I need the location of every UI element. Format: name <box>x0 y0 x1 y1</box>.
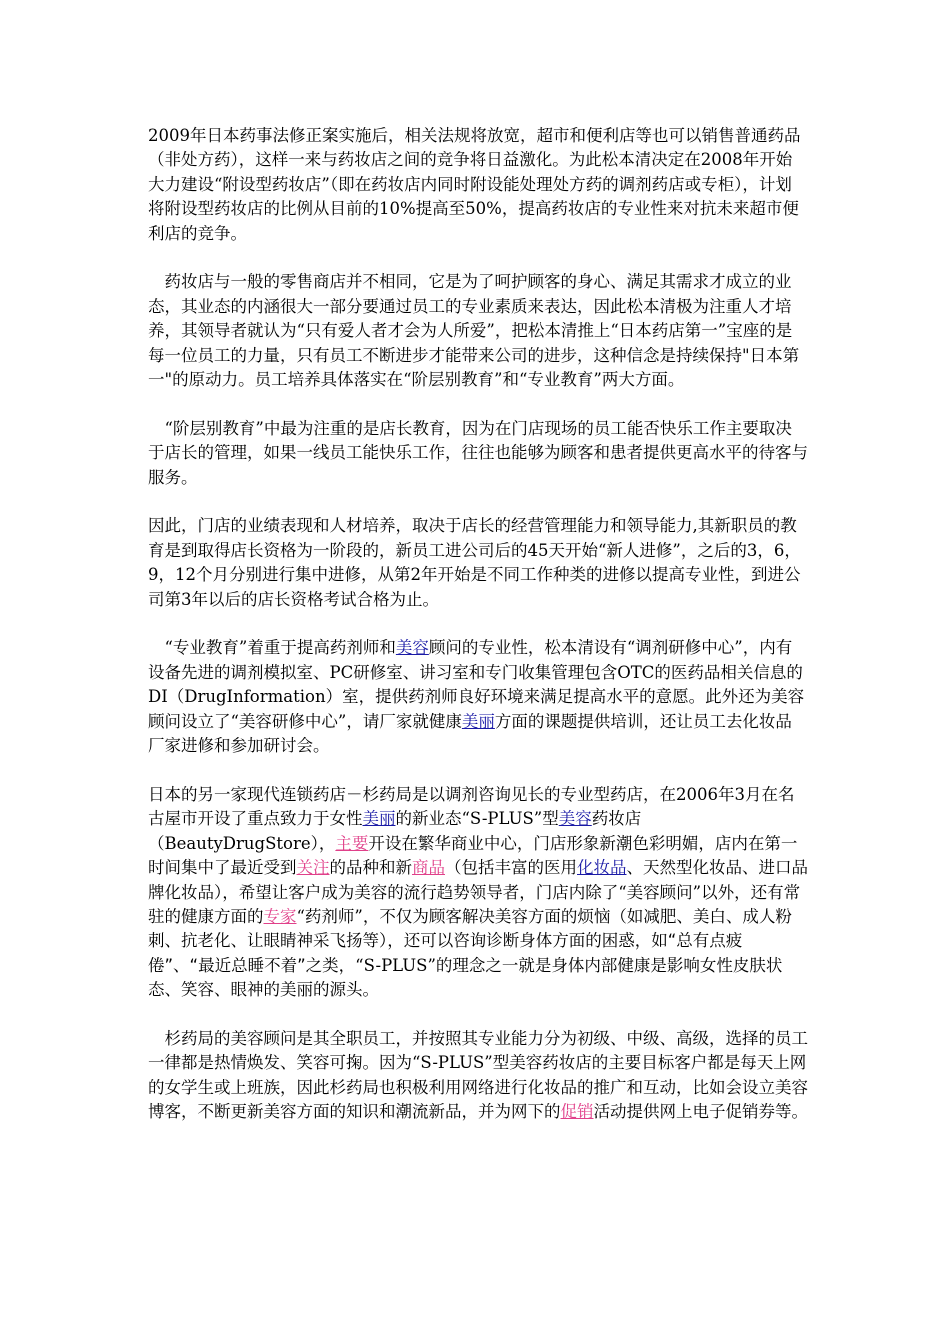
text-run: 满足提高水平的意愿。此外还为美容顾问设立了“美容研修中心”，请厂家就健康 <box>148 687 805 731</box>
text-run: 研修室、讲习室和专门收集管理包含 <box>353 662 618 682</box>
text-run: 活动提供网上电子促销券等。 <box>593 1102 808 1122</box>
text-run: “阶层别教育”中最为注重的是店长教育，因为在门店现场的员工能否快乐工作主要取决于店长的管理，如果一线员工能快乐工作，往往也能够为顾客和患者提供更高水平的待客与服务。 <box>148 418 808 487</box>
text-run: 、天然型化妆品、进口品牌化妆品），希望让客户成为美容的流行趋势领导者，门店内除了“美容顾问”以外，还有常驻的健康方面的 <box>148 858 808 926</box>
paragraph <box>148 124 808 246</box>
text-run: 类，“S-PLUS”的理念之一就是身体内部健康是影响女性皮肤状态、笑容、眼神的美丽的源头。 <box>148 955 783 1000</box>
paragraph <box>148 636 808 758</box>
keyword-link[interactable]: 美丽 <box>461 711 495 731</box>
text-run: 2009年日本药事法修正案实施后，相关法规将放宽，超市和便利店等也可以销售普通药品（非处方药），这样一来与药妆店之间的竞争将日益激化。为此松本清决定在2008年开始大力建设“附设型药妆店”（即在药妆店内同时附设 <box>148 126 801 194</box>
keyword-link[interactable]: 美丽 <box>362 809 396 829</box>
text-run: “专业教育”着重于提高药剂师和 <box>148 638 396 658</box>
text-run: （包括丰富的医用 <box>445 858 577 878</box>
text-run: 药妆店与一般的零售商店并不相同，它是为了呵护顾客的身心、满足其需求才成立的业态，其业态的内涵很大一部分要通过员工的专业素质来表达，因此松本清极为注重人才培养，其领导者就认为“只有爱人者才会为人所爱”，把松本清推上“日本药店第一”宝座的是每一位员工的力量，只有员工不断进步才能带来公司的进步，这种信念是持续保持"日本第一"的原动力。员工培养具体落实在“阶层别教育”和“专业教育”两大方面。 <box>148 272 800 390</box>
keyword-link[interactable]: 专家 <box>263 906 297 926</box>
text-run: 的新业态“S-PLUS”型 <box>395 809 559 829</box>
text-run: 方面的课题提供培训，还让员工去化妆品厂家进修和参加研讨会。 <box>148 711 792 756</box>
keyword-link[interactable]: 美容 <box>395 638 429 658</box>
text-run: 能处理处方药的调剂药店或专柜），计划将附设型药妆店的比例从目前的 <box>148 174 792 219</box>
paragraph <box>148 783 808 1003</box>
text-run: 等），还可以咨询诊断身体方面的困惑，如“总有点疲倦”、“最近总睡不着”之 <box>148 931 743 975</box>
text-run: 因此，门店的业绩表现和人材培养，取决于店长的经营管理能力和领导能力,其新职员的教育是到取得店长资格为一阶段的，新员工进公司后的45天开始“新人进修”，之后的3，6，9，12个月分别进行集中进修，从第2年开始是不同工作种类的进修以提高专业性，到进公司第3年以后的店长资格考试合格为止。 <box>148 516 801 609</box>
text-run: 的品种和新 <box>329 858 412 878</box>
keyword-link[interactable]: 促销 <box>560 1102 594 1122</box>
text-run: 药妆店（BeautyDrugStore）， <box>148 809 642 853</box>
keyword-link[interactable]: 美容 <box>558 809 592 829</box>
keyword-link[interactable]: 关注 <box>296 858 330 878</box>
keyword-link[interactable]: 商品 <box>412 858 445 878</box>
text-run: 开设在繁华商业中心，门店形象新潮色彩明媚，店内在第一时间集中了最近受到 <box>148 833 798 878</box>
document-body <box>148 124 808 1125</box>
text-run: 杉药局的美容顾问是其全职员工，并按照其专业能力分为初级、中级、高级，选择的员工一律都是热情焕发、笑容可掬。因为“S-PLUS”型美容药妆店的主要目标客户都是每天上网的女学生或上班族，因此杉药局也积极利用网络进行化妆品的推广和互动，比如会设立美容博客，不断更新美容方面的知识和潮流新品，并为网下的 <box>148 1028 808 1122</box>
text-run: 日本的另一家现代连锁药店－杉药局是以调剂咨询见长的专业型药店，在2006年3月在名古屋市开设了重点致力于女性 <box>148 784 795 829</box>
paragraph <box>148 270 808 392</box>
text-run: “药剂师”，不仅为顾客解决美容方面的烦恼（如减肥、美白、成人粉刺、抗老化、让眼睛神采飞扬 <box>148 906 792 951</box>
paragraph <box>148 1027 808 1125</box>
text-run: 顾问的专业性，松本清设有“调剂研修中心”，内有设备先进的调剂模拟室、PC <box>148 638 793 682</box>
paragraph <box>148 417 808 490</box>
keyword-link[interactable]: 化妆品 <box>577 858 627 878</box>
text-run: 10%提高至50%，提高药妆店的专业性来对抗未来超市便利店的竞争。 <box>148 199 799 243</box>
keyword-link[interactable]: 主要 <box>335 833 369 853</box>
text-run: 室，提供药剂师良好环境来 <box>342 687 541 707</box>
text-run: OTC的医药品相关信息的DI（DrugInformation） <box>148 662 803 707</box>
paragraph <box>148 514 808 612</box>
